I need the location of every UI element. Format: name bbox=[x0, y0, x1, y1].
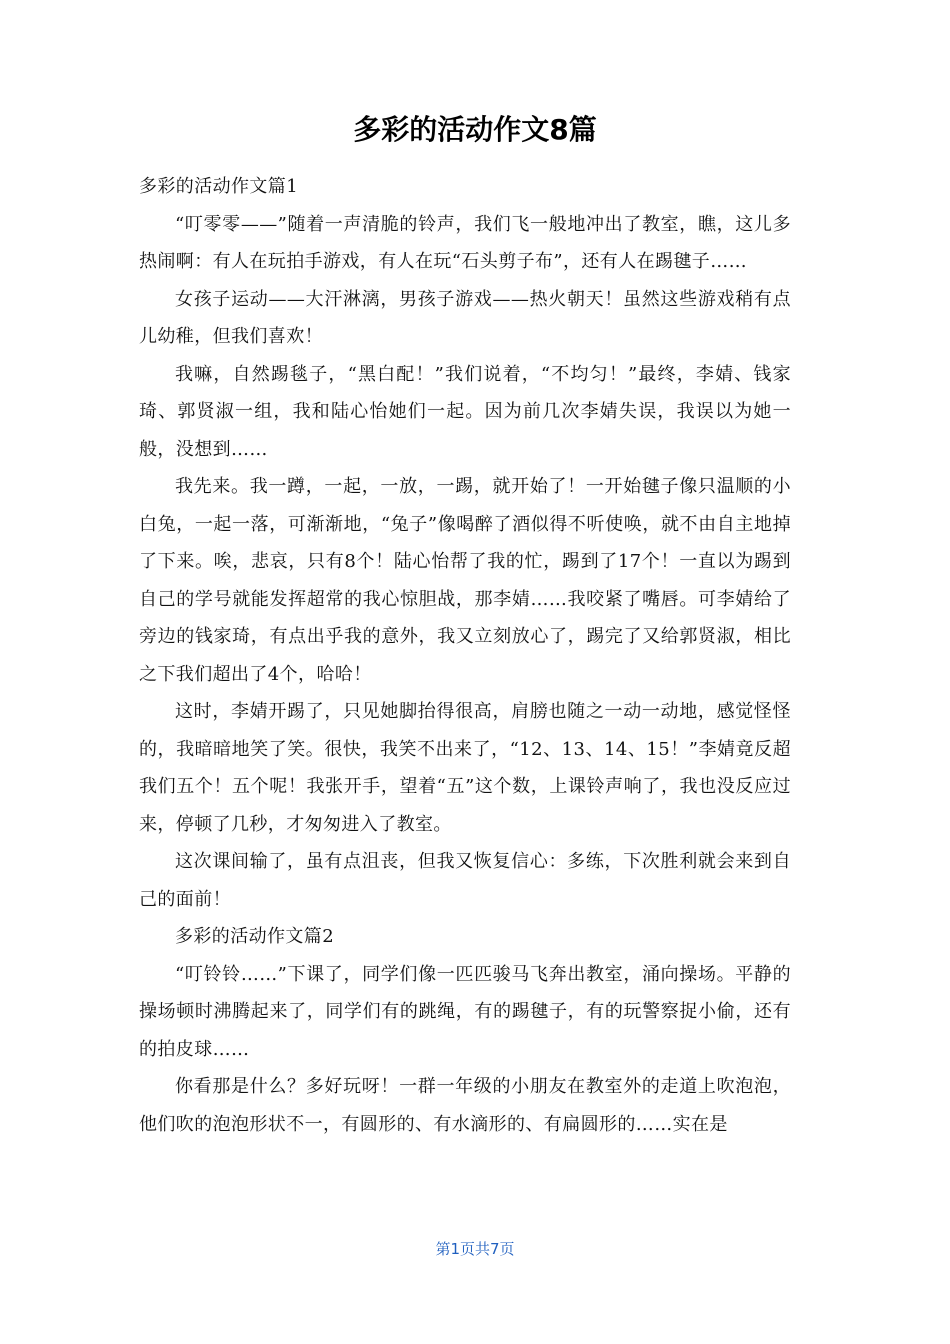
paragraph: 我先来。我一蹲，一起，一放，一踢，就开始了！一开始毽子像只温顺的小白兔，一起一落，可渐渐地，“兔子”像喝醉了酒似得不听使唤，就不由自主地掉了下来。唉，悲哀，只有8个！陆心怡帮了我的忙，踢到了17个！一直以为踢到自己的学号就能发挥超常的我心惊胆战，那李婧……我咬紧了嘴唇。可李婧给了旁边的钱家琦，有点出乎我的意外，我又立刻放心了，踢完了又给郭贤淑，相比之下我们超出了4个，哈哈！ bbox=[139, 476, 791, 685]
paragraph: 我嘛，自然踢毯子，“黑白配！”我们说着，“不均匀！”最终，李婧、钱家琦、郭贤淑一组，我和陆心怡她们一起。因为前几次李婧失误，我误以为她一般，没想到…… bbox=[139, 363, 791, 460]
paragraph: “叮零零——”随着一声清脆的铃声，我们飞一般地冲出了教室，瞧，这儿多热闹啊：有人在玩拍手游戏，有人在玩“石头剪子布”，还有人在踢毽子…… bbox=[139, 213, 791, 272]
document-title: 多彩的活动作文8篇 bbox=[353, 113, 597, 146]
paragraph: “叮铃铃……”下课了，同学们像一匹匹骏马飞奔出教室，涌向操场。平静的操场顿时沸腾起来了，同学们有的跳绳，有的踢毽子，有的玩警察捉小偷，还有的拍皮球…… bbox=[139, 963, 791, 1060]
section-heading-2: 多彩的活动作文篇2 bbox=[175, 926, 335, 947]
paragraph: 女孩子运动——大汗淋漓，男孩子游戏——热火朝天！虽然这些游戏稍有点儿幼稚，但我们喜欢！ bbox=[139, 288, 791, 347]
page-number-footer: 第1页共7页 bbox=[435, 1240, 515, 1258]
section-heading-1: 多彩的活动作文篇1 bbox=[139, 176, 299, 197]
paragraph: 你看那是什么？多好玩呀！一群一年级的小朋友在教室外的走道上吹泡泡，他们吹的泡泡形状不一，有圆形的、有水滴形的、有扁圆形的……实在是 bbox=[139, 1076, 791, 1135]
paragraph: 这次课间输了，虽有点沮丧，但我又恢复信心：多练，下次胜利就会来到自己的面前！ bbox=[139, 851, 791, 910]
paragraph: 这时，李婧开踢了，只见她脚抬得很高，肩膀也随之一动一动地，感觉怪怪的，我暗暗地笑了笑。很快，我笑不出来了，“12、13、14、15！”李婧竟反超我们五个！五个呢！我张开手，望着“五”这个数，上课铃声响了，我也没反应过来，停顿了几秒，才匆匆进入了教室。 bbox=[139, 701, 791, 835]
document-body bbox=[139, 168, 791, 1143]
